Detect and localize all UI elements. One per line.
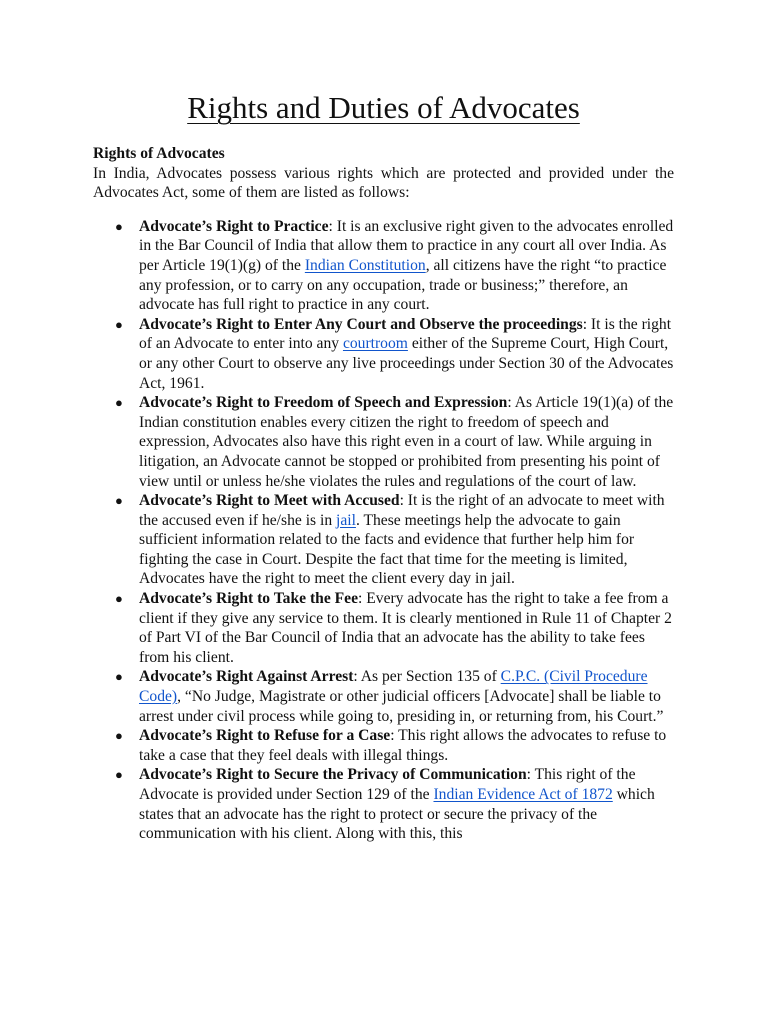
bullet-icon: ● [115, 493, 123, 509]
item-text: : It is an exclusive right given to the advocates enrolled in the Bar Council of India that allow them to practice in any court all over India. As per Article 19(1)(g) of the [139, 217, 674, 274]
item-text: either of the Supreme Court, High Court, or any other Court to observe any live proceedings under Section 30 of the Advocates Act, 1961. [139, 335, 674, 392]
link-jail[interactable]: jail [336, 511, 356, 529]
list-item [93, 765, 674, 843]
list-item [93, 726, 674, 765]
item-text: : As per Section 135 of [353, 668, 501, 686]
item-heading: Advocate’s Right Against Arrest [139, 668, 354, 686]
item-text: : It is the right of an advocate to meet with the accused even if he/she is in [139, 492, 665, 529]
list-item [93, 393, 674, 491]
section-heading: Rights of Advocates [93, 145, 225, 162]
list-item [93, 315, 674, 393]
item-heading: Advocate’s Right to Practice [139, 217, 329, 235]
bullet-icon: ● [115, 669, 123, 685]
page-title: Rights and Duties of Advocates [187, 90, 580, 125]
list-item [93, 589, 674, 667]
bullet-icon: ● [115, 591, 123, 607]
item-text: : This right allows the advocates to refuse to take a case that they feel deals with illegal things. [139, 727, 667, 764]
item-text: : As Article 19(1)(a) of the Indian constitution enables every citizen the right to freedom of speech and expression, Advocates also have this right even in a court of law. While arguing in litigation, an Advocate cannot be stopped or prohibited from presenting his point of view until or unless he/she violates the rules and regulations of the court of law. [139, 394, 674, 490]
list-item [93, 217, 674, 315]
link-cpc[interactable]: C.P.C. (Civil Procedure Code) [139, 668, 648, 706]
item-text: , “No Judge, Magistrate or other judicial officers [Advocate] shall be liable to arrest under civil process while going to, presiding in, or returning from, his Court.” [139, 688, 664, 725]
intro-paragraph: In India, Advocates possess various rights which are protected and provided under the Advocates Act, some of them are listed as follows: [93, 164, 674, 202]
link-indian-evidence-act[interactable]: Indian Evidence Act of 1872 [433, 786, 613, 803]
link-courtroom[interactable]: courtroom [342, 335, 408, 353]
item-heading: Advocate’s Right to Take the Fee [139, 590, 359, 608]
document-page [93, 86, 674, 844]
item-text: : Every advocate has the right to take a fee from a client if they give any service to them. It is clearly mentioned in Rule 11 of Chapter 2 of Part VI of the Bar Council of India that an advocate has the ability to take fees from his client. [139, 590, 672, 666]
bullet-icon: ● [115, 395, 123, 411]
bullet-icon: ● [115, 767, 123, 783]
item-text: : This right of the Advocate is provided under Section 129 of the [139, 766, 636, 803]
item-text: . These meetings help the advocate to gain sufficient information related to the facts and evidence that further help him for fighting the case in Court. Despite the fact that time for the meeting is limited, Advocates have the right to meet the client every day in jail. [139, 511, 635, 588]
item-text: which states that an advocate has the right to protect or secure the privacy of the communication with his client. Along with this, this [139, 786, 655, 843]
item-heading: Advocate’s Right to Secure the Privacy of Communication [139, 766, 527, 784]
item-text: , all citizens have the right “to practice any profession, or to carry on any occupation, trade or business;” therefore, an advocate has full right to practice in any court. [139, 256, 667, 314]
bullet-icon: ● [115, 728, 123, 744]
item-heading: Advocate’s Right to Refuse for a Case [139, 727, 391, 745]
item-heading: Advocate’s Right to Freedom of Speech and Expression [139, 394, 508, 412]
list-item [93, 667, 674, 726]
bullet-icon: ● [115, 218, 123, 234]
item-heading: Advocate’s Right to Enter Any Court and Observe the proceedings [139, 315, 583, 333]
link-indian-constitution[interactable]: Indian Constitution [304, 256, 426, 274]
list-item [93, 491, 674, 589]
bullet-icon: ● [115, 316, 123, 332]
item-heading: Advocate’s Right to Meet with Accused [139, 492, 400, 510]
rights-list [93, 217, 674, 844]
item-text: : It is the right of an Advocate to enter into any [139, 315, 672, 353]
